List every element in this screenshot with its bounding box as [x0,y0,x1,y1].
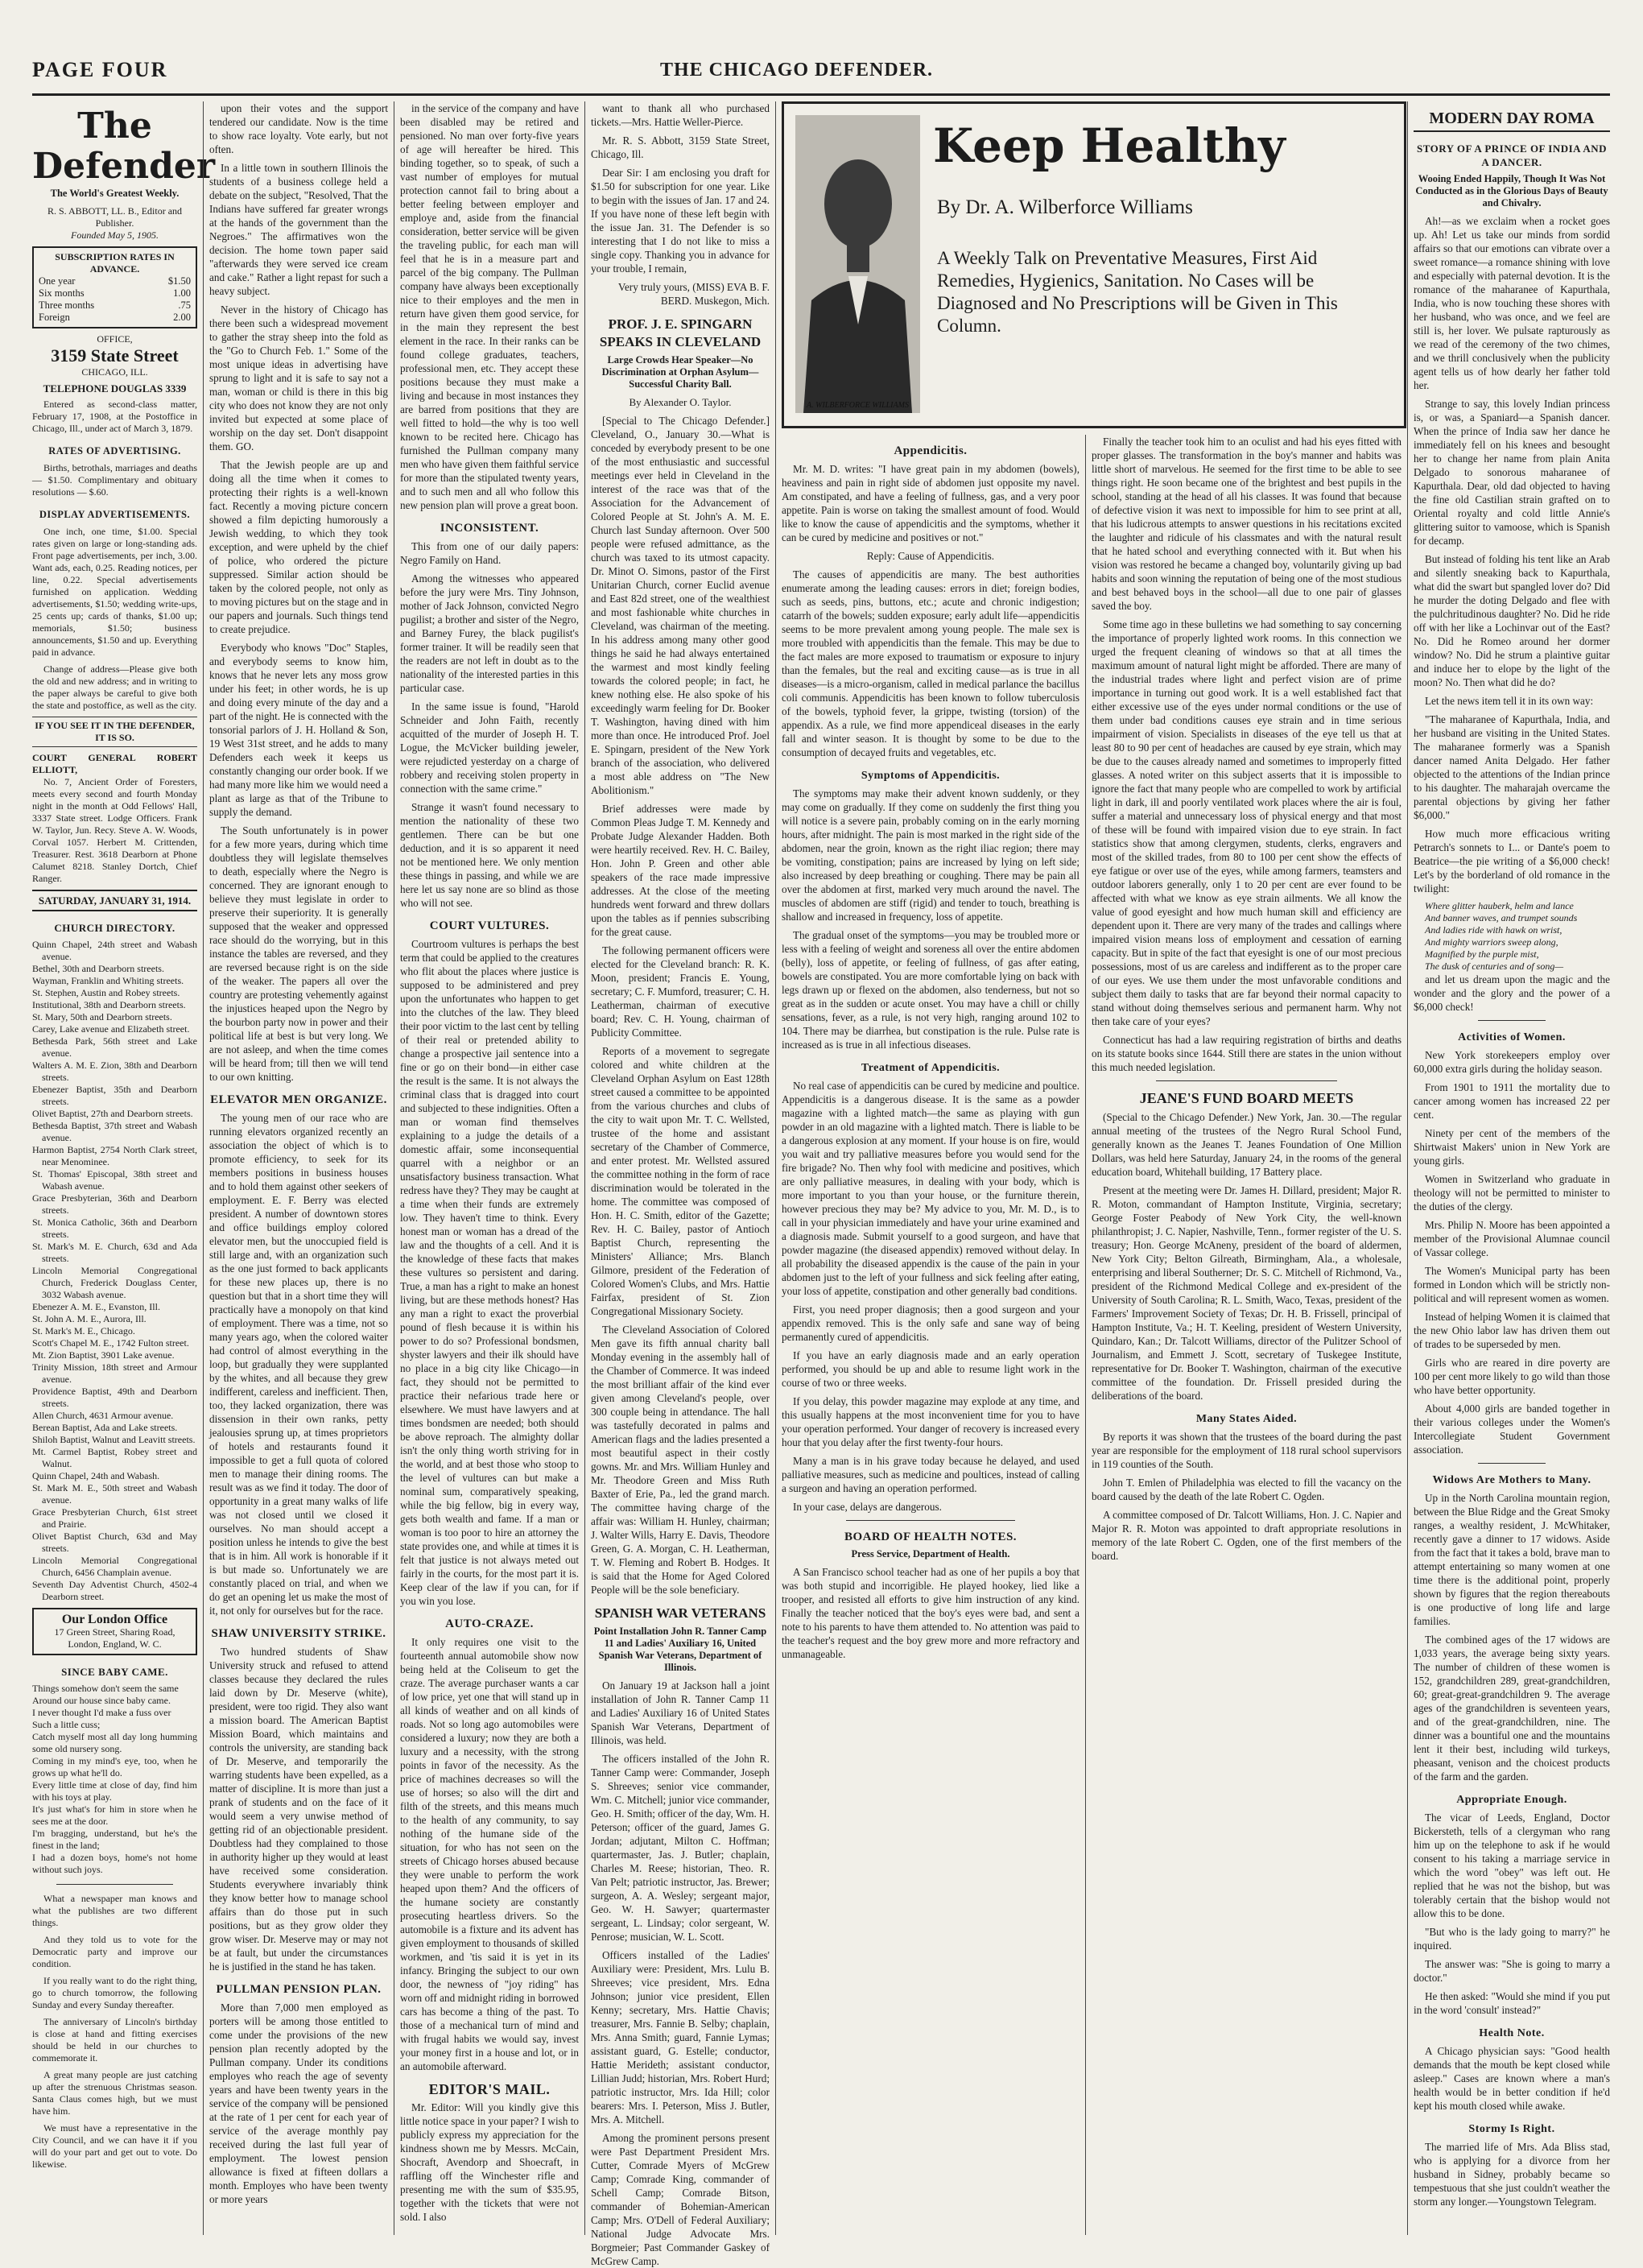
page-number: PAGE FOUR [32,58,168,81]
list-item: St. Thomas' Episcopal, 38th street and Wabash avenue. [32,1168,197,1192]
list-item: Berean Baptist, Ada and Lake streets. [32,1422,178,1433]
london-office-address: 17 Green Street, Sharing Road, London, England, W. C. [54,1626,175,1650]
paragraph: If you have an early diagnosis made and an early operation performed, you should be up and able to resume light work in the course of two or three weeks. [782,1349,1080,1389]
paragraph: Up in the North Carolina mountain region, between the Blue Ridge and the Great Smoky ranges, a wealthy resident, J. McWhitaker, recently gave a dinner to 17 widows. Aside from the fact that it takes a bold, brave man to attempt entertaining so many women at one time there is the additional point, properly shown by figures that the region thereabouts is one productive of long life and large families. [1414,1492,1610,1627]
list-item: Olivet Baptist Church, 63d and May streets. [32,1531,197,1554]
poem-line: Catch myself most all day long humming some old nursery song. [32,1731,197,1754]
advertising-heading: RATES OF ADVERTISING. [48,445,181,456]
column-rule [203,101,204,2235]
paragraph: What a newspaper man knows and what the publishes are two different things. [32,1893,197,1928]
poem-line: Around our house since baby came. [32,1695,171,1706]
paragraph: New York storekeepers employ over 60,000 extra girls during the holiday season. [1414,1049,1610,1075]
paragraph: No real case of appendicitis can be cured by medicine and poultice. Appendicitis is a dangerous disease. It is the same as a powder magazine with a lighted match—the same as playing with gun powder in an old magazine with a lighted match. There is liable to be a dangerous explosion at any moment. If your house is on fire, would you wait and try palliative measures before you would send for the fire brigade? No. Then why fool with medicine and positives, which are only palliative measures, in dealing with your body, which is more important to you than your house, or the furniture therein, however precious they may be? My advice to you, Mr. M. D., is to call in your physician immediately and have your urine examined and a diagnosis made. Submit yourself to a good surgeon, and have that powder magazine (the diseased appendix) removed without delay. In all probability the diseased appendix is the cause of the pain in your abdomen just to the left of your fullness and sick feeling after eating, your loss of appetite, constipation and other generally bad conditions. [782,1080,1080,1297]
top-rule [32,93,1610,96]
headline: PROF. J. E. SPINGARN SPEAKS IN CLEVELAND [599,316,762,349]
list-item: Olivet Baptist, 27th and Dearborn streets. [32,1108,193,1119]
paragraph: If you delay, this powder magazine may explode at any time, and this usually happens at the most inconvenient time for you to have your operation performed. Your danger of recovery is increased every hour that you delay after the first twenty-four hours. [782,1395,1080,1448]
list-item: Lincoln Memorial Congregational Church, Frederick Douglass Center, 3032 Wabash avenue. [32,1265,197,1300]
directory-heading: CHURCH DIRECTORY. [54,922,175,934]
london-office-box [32,1608,197,1655]
tagline: The World's Greatest Weekly. [50,188,180,199]
newspaper-page [32,24,1610,2267]
office-city: CHICAGO, ILL. [81,366,148,378]
paragraph: Ah!—as we exclaim when a rocket goes up. Ah! Let us take our minds from sordid affairs so that our emotions can vibrate over a sweet romance—a romance shining with love and especially with paternal devotion. It is the romance of the maharanee of Kapurthala, India, who is now touching these shores with her husband, who was once, and we feel are still is, her lover. We pulsate rapturously as we read of the ceremony of the two chimes, and we thrill conclusively when the publicity agent tells us of how dearly her father told her. [1414,215,1610,391]
subheadline: Wooing Ended Happily, Though It Was Not Conducted as in the Glorious Days of Beauty and Chivalry. [1415,173,1608,209]
column-title: Keep Healthy [933,118,1286,173]
church-directory [32,939,197,1603]
column-rule [775,101,776,2235]
rate-price: .75 [178,300,191,311]
list-item: Scott's Chapel M. E., 1742 Fulton street. [32,1337,189,1349]
paragraph: Officers installed of the Ladies' Auxiliary were: President, Mrs. Lulu B. Shreeves; vice president, Mrs. Edna Johnson; junior vice president, Ellen Kenny; secretary, Mrs. Hattie Chavis; treasurer, Mrs. Fannie B. Selby; chaplain, Mrs. Anna Smith; guard, Fannie Lymas; assistant guard, G. Estelle; conductor, Hattie Merideth; assistant conductor, Lillian Judd; historian, Mrs. Robert Hurd; patriotic instructor, Mrs. Ida Hill; color bearers: Mrs. I. Peterson, Miss J. Butler, Mrs. A. Mitchell. [591,1949,770,2125]
paragraph: In the same issue is found, "Harold Schneider and John Faith, recently acquitted of the murder of Joseph H. T. Logue, the McVicker building jeweler, were rejudicted yesterday on a charge of robbery and receiving stolen property in connection with the same crime." [400,700,579,795]
poem-line: Such a little cuss; [32,1719,101,1730]
list-item: Seventh Day Adventist Church, 4502-4 Dearborn street. [32,1579,197,1602]
list-item: Lincoln Memorial Congregational Church, 6456 Champlain avenue. [32,1555,197,1578]
list-item: Allen Church, 4631 Armour avenue. [32,1410,174,1421]
headline: EDITOR'S MAIL. [428,2081,551,2097]
paragraph: Mrs. Philip N. Moore has been appointed a member of the Provisional Alumnae council of Vassar college. [1414,1219,1610,1258]
rate-label: Foreign [39,312,70,323]
paragraph: [Special to The Chicago Defender.] Cleveland, O., January 30.—What is conceded by everybody present to be one of the most enthusiastic and successful meetings ever held in Cleveland in the interest of the race was that of the Association for the Advancement of Colored People at St. John's A. M. E. Church last Sunday afternoon. Over 500 people were refused admittance, as the church was taxed to its utmost capacity. Dr. Minot O. Simons, pastor of the First Unitarian Church, corner Euclid avenue and East 82d street, one of the wealthiest and most fashionable white churches in Cleveland, was chairman of the meeting. In his address among many other good things he said he had always entertained the warmest and most kindly feeling towards the colored people; in fact, he knew nothing else. He also spoke of his exceedingly warm feeling for Dr. Booker T. Washington, having dined with him more than once. He introduced Prof. Joel E. Spingarn, president of the New York branch of the association, who delivered a most able address on "The New Abolitionism." [591,415,770,796]
paragraph: And they told us to vote for the Democratic party and improve our condition. [32,1934,197,1969]
paragraph: More than 7,000 men employed as porters will be among those entitled to come under the provisions of the new pension plan recently adopted by the Pullman company. Under its conditions employes who reach the age of seventy years and have been twenty years in the service of the company will be pensioned at the rate of 1 per cent for each year of service of the average monthly pay received during the last full year of employment. The lowest pension allowance is fixed at fifteen dollars a month. Employes who have been twenty or more years [209,2002,388,2205]
office-address: 3159 State Street [51,345,179,366]
poem-line: I never thought I'd make a fuss over [32,1707,171,1718]
paragraph: It only requires one visit to the fourteenth annual automobile show now being held at the Coliseum to get the craze. The average purchaser wants a car of low price, yet one that will stand up in all kinds of weather and on all kinds of roads. Not so long ago automobiles were considered a luxury; now they are both a luxury and a necessity, with the strong points in favor of the necessity. As the price of machines decreases so will the use of horses; so also will the dirt and filth of the streets, and this means much to the health of any community, to say nothing of the humane side of the situation, for who has not seen on the streets of Chicago horses abused because they were unable to perform the work heaped upon them? And the officers of the humane society are constantly prosecuting heartless drivers. So the automobile is a fixture and its advent has given employment to thousands of skilled workmen, and 'tis said it is yet in its infancy. Bringing the subject to our own door, the newness of "joy riding" has worn off and midnight riding in borrowed cars has become a thing of the past. To those of a mechanical turn of mind and with frugal habits we would say, invest your money first in a house and lot, or in an automobile afterward. [400,1636,579,2072]
column-features [1414,101,1610,2235]
list-item: St. Mark's M. E., Chicago. [32,1325,135,1336]
column-rule [1085,435,1086,2235]
paragraph: If you really want to do the right thing, go to church tomorrow, the following Sunday and every Sunday thereafter. [32,1975,197,2010]
divider [1478,1020,1546,1021]
headline: COURT VULTURES. [429,919,550,932]
paragraph: Let the news item tell it in its own way: [1425,695,1594,707]
column-rule [584,101,585,2235]
list-item: St. Mary, 50th and Dearborn streets. [32,1011,172,1022]
paragraph: Girls who are reared in dire poverty are 100 per cent more likely to go wild than those who have better opportunity. [1414,1357,1610,1396]
list-item: Grace Presbyterian Church, 61st street and Prairie. [32,1506,197,1530]
nameplate: The Defender [32,105,216,187]
list-item: St. Mark M. E., 50th street and Wabash avenue. [32,1482,197,1506]
paragraph: Some time ago in these bulletins we had something to say concerning the importance of properly lighted work rooms. In this connection we urged the frequent cleaning of windows so that at all times the maximum amount of natural light might be afforded. There are many of the industrial trades where light and perfect vision are of prime importance in turning out good work. It is a well established fact that either excessive use of the eyes under normal conditions or the use of them under bad conditions causes eye strain and in time serious impairment of vision. Specialists in diseases of the eye tell us that at least 80 to 90 per cent of headaches are caused by eye strain, which may be due to the causes already named and sometimes to improperly fitted glasses. A noted writer on this subject asserts that it is impossible to ignore the fact that many people who are compelled to work by artificial light in dark, ill and poorly ventilated work places where the air is foul, suffer a material and unnecessary loss of physical energy and that most of these will be found with impaired vision due to eye strain. In fact statistics show that among clergymen, students, clerks, engravers and most of the skilled trades, from 80 to 100 per cent show the effects of eye fatigue or over use of the eyes, while among farmers, teamsters and outdoor laborers generally, only 1 to 20 per cent are ever found to be affected with what we know as eye strain ailments. We all know the value of good eyesight and how much human skill and efficiency are dependent upon it. There are very many of the trades and callings where impaired vision means loss of employment and cessation of earning capacity. But in spite of the fact that eyesight is one of our most precious possessions, most of us are careless and indifferent as to the proper care of our eyes. We use them under the most unfavorable conditions and subject them daily to tasks that are far beyond their normal capacity to stand without doing themselves serious and permanent harm. Why not then take care of your eyes? [1092,618,1402,1027]
paragraph: Everybody who knows "Doc" Staples, and everybody seems to know him, knows that he never lets any moss grow under his feet; in other words, he is up and doing every minute of the day and a part of the night. He is connected with the tonsorial parlors of J. H. Holland & Son, 19 West 31st street, and he adds to many Defenders each week it keeps us constantly changing our order book. If we had many more like him we would need a plant as large as that of the Tribune to supply the demand. [209,642,388,818]
headline: Many States Aided. [1195,1413,1298,1425]
court-heading: COURT GENERAL ROBERT ELLIOTT, [32,752,197,775]
paragraph: The Cleveland Association of Colored Men gave its fifth annual charity ball Monday evening in the assembly hall of the Chamber of Commerce. It was indeed the most brilliant affair of the kind ever given among Cleveland's people, over 300 couple being in attendance. The hall was tastefully decorated in palms and American flags and the ladies presented a most beautiful aspect in their costly gowns. Mr. and Mrs. William Hunley and Mr. Theodore Green and Miss Ruth Baxter of Erie, Pa., led the grand march. The committee having charge of the affair was: William H. Hunley, chairman; J. Walter Wills, Harry E. Davis, Theodore Green, G. A. Morgan, C. H. Leatherman, T. W. Fleming and Robert B. Hodges. It is said that the Home for Aged Colored People will be the sole beneficiary. [591,1324,770,1596]
paragraph: Connecticut has had a law requiring registration of births and deaths on its statute books since 1644. Still there are states in the union without this much needed legislation. [1092,1034,1402,1073]
paragraph: "But who is the lady going to marry?" he inquired. [1414,1926,1610,1952]
headline: Appropriate Enough. [1456,1794,1567,1806]
poem-line: I had a dozen boys, home's not home without such joys. [32,1852,197,1875]
subheadline: Large Crowds Hear Speaker—No Discrimination at Orphan Asylum—Successful Charity Ball. [601,354,759,390]
column-news [591,101,770,2267]
paragraph: About 4,000 girls are banded together in their various colleges under the Women's Intercollegiate Student Government association. [1414,1403,1610,1456]
list-item: Providence Baptist, 49th and Dearborn streets. [32,1386,197,1409]
display-heading: DISPLAY ADVERTISEMENTS. [39,509,191,520]
headline: INCONSISTENT. [440,522,539,535]
paragraph: Reply: Cause of Appendicitis. [866,550,995,562]
paragraph: A Chicago physician says: "Good health demands that the mouth be kept closed while asleep." Cases are known where a man's health would be in better condition if he'd kept his mouth closed while awake. [1414,2045,1610,2112]
paragraph: The officers installed of the John R. Tanner Camp were: Commander, Joseph S. Shreeves; senior vice commander, Wm. C. Mitchell; junior vice commander, Geo. H. Smith; officer of the day, Wm. H. Peterson; officer of the guard, James G. Jordan; adjutant, Milton C. Hoffman; quartermaster, Jas. J. Butler; chaplain, Charles M. Reese; historian, Theo. R. Van Pelt; patriotic instructor, Jas. Brewer; surgeon, A. A. Wesley; sergeant major, Geo. W. H. Sawyer; quartermaster sergeant, L. Lindsay; color sergeant, W. Penrose; musician, W. L. Scott. [591,1753,770,1943]
paragraph: The South unfortunately is in power for a few more years, during which time doubtless they will legislate themselves to death, especially where the Negro is concerned. They are ignorant enough to believe they must legislate in order to preserve their superiority. It is generally supposed that the weaker and oppressed race should do the worrying, but in this instance the tables are reversed, and they are reversed because right is on the side of the weaker. The papers all over the country are protesting vehemently against the injustices heaped upon the Negro by the bourbon party now in power and their political life at best is but very long. We are not asleep, and when the time comes will be heard from; till then we will tend to our own knitting. [209,824,388,1083]
list-item: Quinn Chapel, 24th and Wabash. [32,1470,160,1481]
headline: AUTO-CRAZE. [445,1617,534,1630]
column-description: A Weekly Talk on Preventative Measures, First Aid Remedies, Hygienics, Sanitation. No Cases will be Diagnosed and No Prescriptions will be Given in This Column. [937,248,1338,336]
portrait-image [795,115,920,413]
paragraph: and let us dream upon the magic and the wonder and the glory and the power of a $6,000 check! [1414,973,1610,1013]
paragraph: A great many people are just catching up after the strenuous Christmas season. Santa Claus comes high, but we must have him. [32,2069,197,2117]
rate-row [39,312,191,324]
list-item: Harmon Baptist, 2754 North Clark street, near Menominee. [32,1144,197,1167]
poem-line: Coming in my mind's eye, too, when he grows up what he'll do. [32,1755,197,1778]
list-item: Grace Presbyterian, 36th and Dearborn streets. [32,1192,197,1216]
paragraph: The Women's Municipal party has been formed in London which will be strictly non-political and will represent women as women. [1414,1265,1610,1304]
paragraph: By reports it was shown that the trustees of the board during the past year are responsible for the employment of 118 rural school supervisors in 119 counties of the South. [1092,1431,1402,1470]
paragraph: The gradual onset of the symptoms—you may be troubled more or less with a feeling of weight and soreness all over the entire abdomen (belly), loss of appetite, or feeling of fullness, of gas after eating, bowels are constipated. You are more comfortable lying on back with legs drawn up or flexed on the abdomen, also tenderness, but not so great as in the sudden or acute onset. You may have a chill or chilly sensations, fever, as a rule, is not very high, ranging around 102 to 104. There may be diarrhea, but constipation is the rule. Pulse rate is increased as is true in all infectious diseases. [782,929,1080,1051]
list-item: Ebenezer Baptist, 35th and Dearborn streets. [32,1084,197,1107]
headline: PULLMAN PENSION PLAN. [216,1983,382,1996]
poem-line: Every little time at close of day, find him with his toys at play. [32,1779,197,1803]
paragraph: Brief addresses were made by Common Pleas Judge T. M. Kennedy and Probate Judge Alexander Hadden. Both were heartily received. Rev. H. C. Bailey, Hon. John P. Green and other able speakers of the race made impressive addresses. At the close of the meeting hundreds went forward and threw dollars upon the tables as if pennies subscribing for the great cause. [591,803,770,938]
signature: Very truly yours, (MISS) EVA B. F. BERD. Muskegon, Mich. [617,281,770,307]
list-item: Bethesda Baptist, 37th street and Wabash avenue. [32,1120,197,1143]
paragraph: Strange to say, this lovely Indian princess is, or was, a Spaniard—a Spanish dancer. When the prince of India saw her dance he immediately fell on his knees and besought her to change her name from plain Anita Delgado to sonorous maharanee of Kapurthala. Dear, old dad objected to having the fine old Castilian strain grafted on to Oriental royalty and cold little Annie's glittering suitor to vamoose, which is Spanish for decamp. [1414,398,1610,547]
column-editorials-2 [400,101,579,2235]
byline: By Alexander O. Taylor. [629,396,732,408]
paragraph: Courtroom vultures is perhaps the best term that could be applied to the creatures who flit about the places where justice is supposed to be administered and prey upon the unfortunates who happen to get into the clutches of the law. They bleed their poor victim to the last cent by telling of their real or pretended ability to change a prospective jail sentence into a fine or go on their bond—in either case the result is the same. It is not always the criminal class that is dragged into court and subjected to these indignities. Often a man or woman find themselves explaining to a judge the details of a domestic affair, some inconsequential quarrel with a neighbor or an unsatisfactory business transaction. What redress have they? They may be caught at a time when their funds are extremely low. They haven't time to think. Every honest man or woman has a dread of the law and the thoughts of a cell. And it is the knowledge of these facts that makes these vultures so persistent and daring. True, a man has a right to make an honest living, but are these methods honest? Has any man a right to exact the proverbial pound of flesh because it is within his power to do so? Professional bondsmen, shyster lawyers and their ilk should have no place in a big city like Chicago—in fact, they should not be permitted to practice their nefarious trade here or elsewhere. We must have lawyers and at times bondsmen are needed; both should be above reproach. The almighty dollar isn't the only thing worth striving for in the world, and at best those who stoop to the level of vultures can but make a nominal sum, comparatively speaking, while the big fellow, big in every way, gets both wealth and fame. If a man or woman is too poor to hire an attorney the state provides one, and while at times it is felt that justice is not always meted out fairly in the courts, for the most part it is. Keep clear of the law if you can, for if you win you lose. [400,938,579,1607]
portrait-caption: A. WILBERFORCE WILLIAMS [807,401,909,410]
paragraph: The combined ages of the 17 widows are 1,033 years, the average being sixty years. The number of children of these women is 152, grandchildren 289, great-grandchildren, 60; great-great-grandchildren 9. The average ages of the grandchildren is seventeen years, and of the great-grandchildren, nine. The dinner was a bountiful one and the mountains lent it their best, including wild turkeys, pheasant, venison and the choicest products of the farm and the garden. [1414,1634,1610,1783]
paragraph: Reports of a movement to segregate colored and white children at the Cleveland Orphan Asylum on East 128th street caused a committee to be appointed from the various churches and clubs of the city to wait upon Mr. T. C. Wellsted, trustee of the home and assistant secretary of the Chamber of Commerce, and enter protest. Mr. Wellsted assured the committee nothing in the form of race discrimination would be tolerated in the home. The committee was composed of Hon. H. C. Smith, editor of the Gazette; Rev. H. C. Bailey, pastor of Antioch Baptist Church, representing the Ministers' Alliance; Mrs. Blanch Gilmore, president of the Federation of Colored Women's Clubs, and Mrs. Hattie Fairfax, president of St. Zion Congregational Missionary Society. [591,1045,770,1317]
rate-row [39,300,191,312]
paragraph: Many a man is in his grave today because he delayed, and used palliative measures, such as medicine and poultices, instead of calling a surgeon and having an operation performed. [782,1455,1080,1494]
paragraph: The young men of our race who are running elevators organized recently an association the object of which is to promote efficiency, to seek for its members positions in business houses and to hold them against other seekers of employment. E. F. Berry was elected president. A number of downtown stores and office buildings employ colored elevator men, but the unoccupied field is still large and, with an organization such as the one just formed to back applicants for these new places up, there is no question but that in a short time they will practically have a monopoly on that kind of employment. There was a time, not so many years ago, when the colored waiter had control of almost everything in the loop, but gradually they were supplanted by the whites, and all because they grew indifferent, careless and inefficient. Then, too, they lacked organization, there was dissension in their own ranks, petty jealousies sprung up, at times proprietors of hotels and restaurants found it impossible to get a full quota of colored men to manage their dining rooms. The result was as we find it today. The door of opportunity in a great many walks of life was not closed until we closed it ourselves. No man should accept a position unless he intends to give the best that is in him. All work is honorable if it is but made so. Unfortunately we are constantly placed on trial, and when we do get an opening let us make the most of it, not only for ourselves but for the race. [209,1112,388,1617]
list-item: Mt. Carmel Baptist, Robey street and Walnut. [32,1446,197,1469]
rate-row [39,287,191,300]
column-health-2 [1092,435,1402,2235]
newspaper-title: THE CHICAGO DEFENDER. [660,60,934,81]
list-item: Walters A. M. E. Zion, 38th and Dearborn streets. [32,1060,197,1083]
headline: MODERN DAY ROMA [1414,109,1610,132]
column-health [782,435,1080,2235]
verse: Where glitter hauberk, helm and lance And banner waves, and trumpet sounds And ladies ride with hawk on wrist, And mighty warriors sweep along, Magnified by the purple mist, The dusk of centuries and of song— [1425,900,1578,972]
poem-line: It's just what's for him in store when he sees me at the door. [32,1803,197,1827]
paragraph: upon their votes and the support tendered our candidate. Now is the time to show race loyalty. Vote early, but not often. [209,102,388,155]
paragraph: "The maharanee of Kapurthala, India, and her husband are visiting in the United States. The maharanee formerly was a Spanish dancer named Anita Delgado. Her father objected to the attentions of the Indian prince to his daughter. The maharajah overcame the parental objections by giving her father $6,000." [1414,713,1610,821]
paragraph: A San Francisco school teacher had as one of her pupils a boy that was both stupid and incorrigible. He played hookey, lied like a trooper, and resisted all efforts to give him instruction of any kind. Finally the teacher noticed that the boy's eyes were bad, and sent a note to his parents to have them attended to. No attention was paid to the teacher's request and the boy grew more and more refractory and unmanageable. [782,1566,1080,1660]
list-item: Mt. Zion Baptist, 3901 Lake avenue. [32,1349,175,1361]
divider [1478,1463,1546,1464]
editor-line: R. S. ABBOTT, LL. B., Editor and Publisher. [47,205,183,229]
entered-notice: Entered as second-class matter, February 17, 1908, at the Postoffice in Chicago, Ill., under act of March 3, 1879. [32,399,197,434]
poem [32,1683,197,1876]
paragraph: Mr. Editor: Will you kindly give this little notice space in your paper? I wish to publicly express my appreciation for the kindness shown me by Messrs. McCain, Shocraft, Avendorp and Shoecraft, in raffling off the Winchester rifle and presenting me with the sum of $35.95, together with the tickets that were not sold. I also [400,2101,579,2223]
paragraph: Mr. R. S. Abbott, 3159 State Street, Chicago, Ill. [591,134,770,160]
headline: Health Note. [1479,2027,1545,2039]
headline: Activities of Women. [1458,1031,1566,1043]
poem-heading: SINCE BABY CAME. [61,1666,168,1678]
divider [1156,1080,1337,1081]
paragraph: The answer was: "She is going to marry a doctor." [1414,1958,1610,1984]
poem-line: Things somehow don't seem the same [32,1683,179,1694]
rate-label: Three months [39,300,95,311]
headline: Appendicitis. [894,444,968,457]
paragraph: The anniversary of Lincoln's birthday is close at hand and fitting exercises should be held in our churches to commemorate it. [32,2016,197,2064]
rate-price: $1.50 [167,275,191,287]
court-notice: No. 7, Ancient Order of Foresters, meets every second and fourth Monday night in the month at Odd Fellows' Hall, 3337 State street. Lodge Officers. Frank W. Taylor, Jun. Recy. Steve A. W. Woods, Corval 1057. Herbert M. Crittenden, Treasurer. Rest. 3618 Dearborn at Phone Calumet 8218. Stanley Dortch, Chief Ranger. [32,776,197,884]
subscription-box [32,246,197,328]
headline: Widows Are Mothers to Many. [1432,1474,1591,1486]
paragraph: On January 19 at Jackson hall a joint installation of John R. Tanner Camp 11 and Ladies' Auxiliary 16 of United States Spanish War Veterans, Department of Illinois, was held. [591,1679,770,1746]
headline: SPANISH WAR VETERANS [594,1605,766,1621]
paragraph: The symptoms may make their advent known suddenly, or they may come on gradually. If they come on suddenly the first thing you will notice is a severe pain, probably coming on in the early morning hours, after midnight. The pain is most marked in the right side of the abdomen, near the groin, known as the right iliac region; there may be vomiting, constipation; pains are increased by lying on left side; also increased by deep breathing or coughing. There may be pain all over the abdomen at first, marked very much around the navel. The muscles of abdomen are stiff (rigid) and tender to touch, breathing is shallow and increased in frequency, loss of appetite. [782,787,1080,923]
paragraph: Present at the meeting were Dr. James H. Dillard, president; Major R. R. Moton, commandant of Hampton Institute, Virginia, secretary; George Foster Peabody of New York City, the well-known philanthropist; J. C. Napier, Nashville, Tenn., former register of the U. S. treasury; Hon. George McAneny, president of the board of aldermen, New York City; Belton Gilreath, Birmingham, Ala., a wholesale, enterprising and liberal Southerner; Dr. S. C. Mitchell of Richmond, Va., president of the Richmond Medical College and ex-president of the University of South Carolina; R. L. Smith, Waco, Texas, president of the Farmers' Improvement Society of Texas; Dr. H. B. Frissell, principal of Hampton Institute, Va.; H. T. Keeling, president of Western University, Quindaro, Kan.; Dr. Talcott Williams, director of the Pulitzer School of Journalism, and Emmett J. Scott, secretary of Tuskegee Institute, representative for Dr. Booker T. Washington, chairman of the executive committee of the foundation. Dr. Frissell presided during the deliberations of the board. [1092,1184,1402,1402]
paragraph: This from one of our daily papers: Negro Family on Hand. [400,540,579,566]
paragraph: From 1901 to 1911 the mortality due to cancer among women has increased 22 per cent. [1414,1081,1610,1121]
office-label: OFFICE, [97,333,133,345]
issue-date: SATURDAY, JANUARY 31, 1914. [32,890,197,911]
author-portrait [795,115,920,413]
headline: STORY OF A PRINCE OF INDIA AND A DANCER. [1416,143,1608,168]
list-item: Wayman, Franklin and Whiting streets. [32,975,184,986]
london-office-heading: Our London Office [61,1613,168,1626]
poem-line: I'm bragging, understand, but he's the finest in the land; [32,1828,197,1851]
paragraph: Ninety per cent of the members of the Shirtwaist Makers' union in New York are young girls. [1414,1127,1610,1167]
rate-price: 2.00 [173,312,191,323]
list-item: Trinity Mission, 18th street and Armour avenue. [32,1361,197,1385]
paragraph: Among the witnesses who appeared before the jury were Mrs. Tiny Johnson, mother of Jack Johnson, convicted Negro pugilist; a brother and sister of the Negro, and Barney Furey, the black pugilist's former trainer. It will be readily seen that the readers are not left in doubt as to the nationality of the interested parties in this particular case. [400,572,579,694]
paragraph: That the Jewish people are up and doing all the time when it comes to protecting their rights is a well-known fact. Recently a moving picture concern showed a film depicting humorously a Jewish wedding, to which they took exception, and were upheld by the chief of police, who ordered the picture suppressed. Similar action should be taken by the colored people, not only as to moving pictures but on the stage and in our papers and journals. Such things tend to create prejudice. [209,459,388,635]
paragraph: How much more efficacious writing Petrarch's sonnets to I... or Dante's poem to Beatrice—the pie writing of a $6,000 check! Let's by the borderland of old romance in the twilight: [1414,828,1610,894]
paragraph: The causes of appendicitis are many. The best authorities enumerate among the leading causes: errors in diet; foreign bodies, such as seeds, pins, buttons, etc.; acute and chronic indigestion; catarrh of the bowels; sudden exposure; early adult life—appendicitis seems to be more prevalent among young people. The male sex is more troubled with appendicitis than the female. This may be due to the fact males are more exposed to traumatism or exposure to injury than the females, but the real and exciting cause—as is true in all diseases—is a micro-organism, called in medical parlance the bacillus coli communis. Appendicitis has been known to follow tuberculosis of the bowels, typhoid fever, la grippe, twisting (torsion) of the appendix. As a rule, we find more appendiceal diseases in the early fall and winter season. It is thought by some to be due to the consumption of decayed fruits and vegetables, etc. [782,568,1080,758]
paragraph: A committee composed of Dr. Talcott Williams, Hon. J. C. Napier and Major R. R. Moton was appointed to draft appropriate resolutions in memory of the late Robert C. Ogden, one of the first members of the board. [1092,1509,1402,1562]
headline: Treatment of Appendicitis. [861,1062,1001,1074]
divider [846,1520,1015,1521]
paragraph: In your case, delays are dangerous. [793,1501,942,1513]
list-item: St. Stephen, Austin and Robey streets. [32,987,180,998]
paragraph: Never in the history of Chicago has there been such a widespread movement to gather the stray sheep into the fold as the "Go to Church Feb. 1." Some of the most unique ideas in advertising have sprung to light and it is safe to say not a man, woman or child is there in this big city who does not know they are not only invited but expected at some place of worship on the day set. Don't disappoint them. GO. [209,304,388,452]
list-item: St. Monica Catholic, 36th and Dearborn streets. [32,1217,197,1240]
paragraph: The married life of Mrs. Ada Bliss stad, who is applying for a divorce from her husband in Sidney, probably became so tempestuous that she just couldn't weather the storm any longer.—Youngstown Telegram. [1414,2141,1610,2208]
founded-line: Founded May 5, 1905. [71,229,159,241]
list-item: Carey, Lake avenue and Elizabeth street. [32,1023,190,1035]
list-item: Bethel, 30th and Dearborn streets. [32,963,164,974]
advertising-rates: Births, betrothals, marriages and deaths — $1.50. Complimentary and obituary resolutions — $.60. [32,462,197,498]
paragraph: John T. Emlen of Philadelphia was elected to fill the vacancy on the board caused by the death of the late Robert C. Ogden. [1092,1477,1402,1502]
defender-motto: IF YOU SEE IT IN THE DEFENDER, IT IS SO. [32,717,197,747]
paragraph: First, you need proper diagnosis; then a good surgeon and your appendix removed. This is the only safe and sane way of being permanently cured of appendicitis. [782,1303,1080,1343]
list-item: Quinn Chapel, 24th street and Wabash avenue. [32,939,197,962]
column-rule [1407,101,1408,2235]
rate-price: 1.00 [173,287,191,299]
headline: Stormy Is Right. [1468,2123,1555,2135]
paragraph: Dear Sir: I am enclosing you draft for $1.50 for subscription for one year. Like to begin with the issues of Jan. 17 and 24. If you have none of these left begin with the issue Jan. 31. The Defender is so interesting that I do not like to miss a single copy. Thanking you in advance for your trouble, I remain, [591,167,770,275]
rate-row [39,275,191,287]
column-byline: By Dr. A. Wilberforce Williams [937,196,1193,218]
telephone-line: TELEPHONE DOUGLAS 3339 [43,382,187,395]
paragraph: Strange it wasn't found necessary to mention the nationality of these two gentlemen. There can be but one deduction, and it is so apparent it need not be mentioned here. We only mention these things in passing, and while we are here let us say none are so blind as those who will not see. [400,801,579,909]
divider [56,1884,173,1885]
headline: JEANE'S FUND BOARD MEETS [1139,1090,1354,1106]
paragraph: Finally the teacher took him to an oculist and had his eyes fitted with proper glasses. The transformation in the boy's manner and habits was little short of marvelous. He seemed for the first time to be able to see things right. He soon became one of the brightest and best pupils in the school, standing at the head of all his classes. It was found that because of defective vision it was next to impossible for him to see print at all, that his ludicrous attempts to answer questions in his recitations excited the laughter and ridicule of his classmates and with the natural result that he hated school and everything connected with it. But when his vision was restored he became a changed boy, voluntarily giving up bad habits and soon winning the reputation of being one of the most studious and best behaved boys in the school—all due to one pair of glasses saved the boy. [1092,436,1402,612]
display-rates: One inch, one time, $1.00. Special rates given on large or long-standing ads. Front page advertisements, per inch, 3.00. Want ads, each, 0.25. Reading notices, per line, 0.22. Special advertisements furnished on application. Wedding advertisements, $1.50; wedding write-ups, 25 cents up; cards of thanks, $1.00 up; memorials, $1.50; business announcements, $1.50 and up. Everything paid in advance. [32,526,197,658]
list-item: Ebenezer A. M. E., Evanston, Ill. [32,1301,160,1312]
paragraph: Among the prominent persons present were Past Department President Mrs. Cutter, Comrade Myers of McGrew Camp; Comrade King, commander of Schell Camp; Comrade Bitson, commander of Bohemian-American Camp; Mrs. O'Dell of Federal Auxiliary; National Judge Advocate Mrs. Borgmeier; Past Commander Gaskey of McGrew Camp. [591,2132,770,2267]
paragraph: In a little town in southern Illinois the students of a business college held a debate on the subject, "Resolved, That the Indians have suffered far greater wrongs at the hands of the government than the Negroes." The affirmatives won the decision. The home town paper said "afterwards they were served ice cream and cake." Rather a light repast for such a heavy subject. [209,162,388,297]
headline: ELEVATOR MEN ORGANIZE. [210,1093,387,1106]
paragraph: He then asked: "Would she mind if you put in the word 'consult' instead?" [1414,1990,1610,2016]
paragraph: Mr. M. D. writes: "I have great pain in my abdomen (bowels), heaviness and pain in right side of abdomen just opposite my navel. Am constipated, and have a feeling of fullness, gas, and a very poor appetite. Pain is worse on taking the smallest amount of food. Would like to know the cause of appendicitis and the symptoms, whether it can be cured by medicine and positives or not." [782,463,1080,543]
list-item: St. John A. M. E., Aurora, Ill. [32,1313,147,1324]
headline: BOARD OF HEALTH NOTES. [844,1531,1018,1543]
list-item: Shiloh Baptist, Walnut and Leavitt streets. [32,1434,196,1445]
paragraph: Instead of helping Women it is claimed that the new Ohio labor law has driven them out of trades to be superseded by men. [1414,1311,1610,1350]
list-item: Bethesda Park, 56th street and Lake avenue. [32,1035,197,1059]
paragraph: But instead of folding his tent like an Arab and silently sneaking back to Kapurthala, what did the swart but spangled lover do? Did he murder the doting Delgado and flee with the pulchritudinous daughter? No. Did he ride off with her like a Lochinvar out of the East? No. Did he Romeo around her dormer window? No. Did he strum a plaintive guitar and induce her to elope by the light of the moon? No. Then what did he do? [1414,553,1610,688]
rate-label: Six months [39,287,85,299]
subheadline: Point Installation John R. Tanner Camp 11 and Ladies' Auxiliary 16, United Spanish War Veterans, Department of Illinois. [593,1626,767,1673]
subscription-heading: SUBSCRIPTION RATES IN ADVANCE. [55,251,175,275]
paragraph: The following permanent officers were elected for the Cleveland branch: R. K. Moon, president; Francis E. Young, secretary; C. F. Mumford, treasurer; C. H. Leatherman, chairman of executive board; Rev. C. H. Young, chairman of Publicity Committee. [591,944,770,1039]
keep-healthy-header [782,101,1406,428]
paragraph: We must have a representative in the City Council, and we can have it if you will do your part and get out to vote. Do likewise. [32,2122,197,2170]
paragraph: The vicar of Leeds, England, Doctor Bickersteth, tells of a clergyman who rang him up on the telephone to ask if he would consent to his taking a marriage service in which the word "obey" was left out. He replied that he was not the bishop, but was tolerably certain that the bishop would not allow this to be done. [1414,1812,1610,1919]
paragraph: in the service of the company and have been disabled may be retired and pensioned. No man over forty-five years of age will hereafter be hired. This binding together, so to speak, of such a vast number of employes for mutual protection cannot fail to bring about a better feeling between employer and employe and, aside from the financial consideration, better service will be given the traveling public, for each man will feel that he is in a measure part and parcel of the big company. The Pullman company have always been exceptionally nice to their employes and the men in return have given them good service, for in the main they represent the best element in the race. In their ranks can be found college graduates, teachers, professional men, etc. They accept these positions because they must make a living and because in most instances they are barred from positions that they are well fitted to hold—the why is too well known to be recited here. Chicago has furnished the Pullman company many men who have given them faithful service for more than the stipulated twenty years, and to such men and all who follow this new pension plan will prove a great boon. [400,102,579,511]
list-item: St. Mark's M. E. Church, 63d and Ada streets. [32,1241,197,1264]
column-editorials-1 [209,101,388,2235]
headline: Symptoms of Appendicitis. [861,770,1001,782]
list-item: Institutional, 38th and Dearborn streets. [32,999,186,1010]
headline: SHAW UNIVERSITY STRIKE. [211,1627,386,1640]
paragraph: want to thank all who purchased tickets.—Mrs. Hattie Weller-Pierce. [591,102,770,128]
paragraph: (Special to the Chicago Defender.) New York, Jan. 30.—The regular annual meeting of the trustees of the Negro Rural School Fund, generally known as the Jeanes T. Jeanes Foundation of One Million Dollars, was held here Saturday, January 24, in the rooms of the general education board, Whitehall building, 17 Battery place. [1092,1111,1402,1178]
paragraph: Women in Switzerland who graduate in theology will not be permitted to minister to the duties of the clergy. [1414,1173,1610,1212]
paragraph: Two hundred students of Shaw University struck and refused to attend classes because they declared the rules laid down by Dr. Meserve (white), president, were too rigid. They also want a mission board. The American Baptist Mission Board, which maintains and controls the university, are standing back of Dr. Meserve, and temporarily the warring students have been expelled, as a matter of discipline. It is more than just a prank of students and on the face of it would seem a very unwise method of getting rid of an objectionable president. Doubtless had they complained to those in authority higher up they would at least have received some consideration. Students everywhere invariably think they know better how to manage school affairs than do those put in such positions, but as they grow older they grow wiser. Dr. Meserve may or may not be at fault, but under the circumstances he is justified in the stand he has taken. [209,1646,388,1973]
subheadline: Press Service, Department of Health. [851,1548,1010,1560]
column-masthead [32,101,216,2235]
rate-label: One year [39,275,76,287]
change-address-notice: Change of address—Please give both the old and new address; and in writing to the paper always be careful to give both the state and postoffice, as well as the city. [32,663,197,711]
